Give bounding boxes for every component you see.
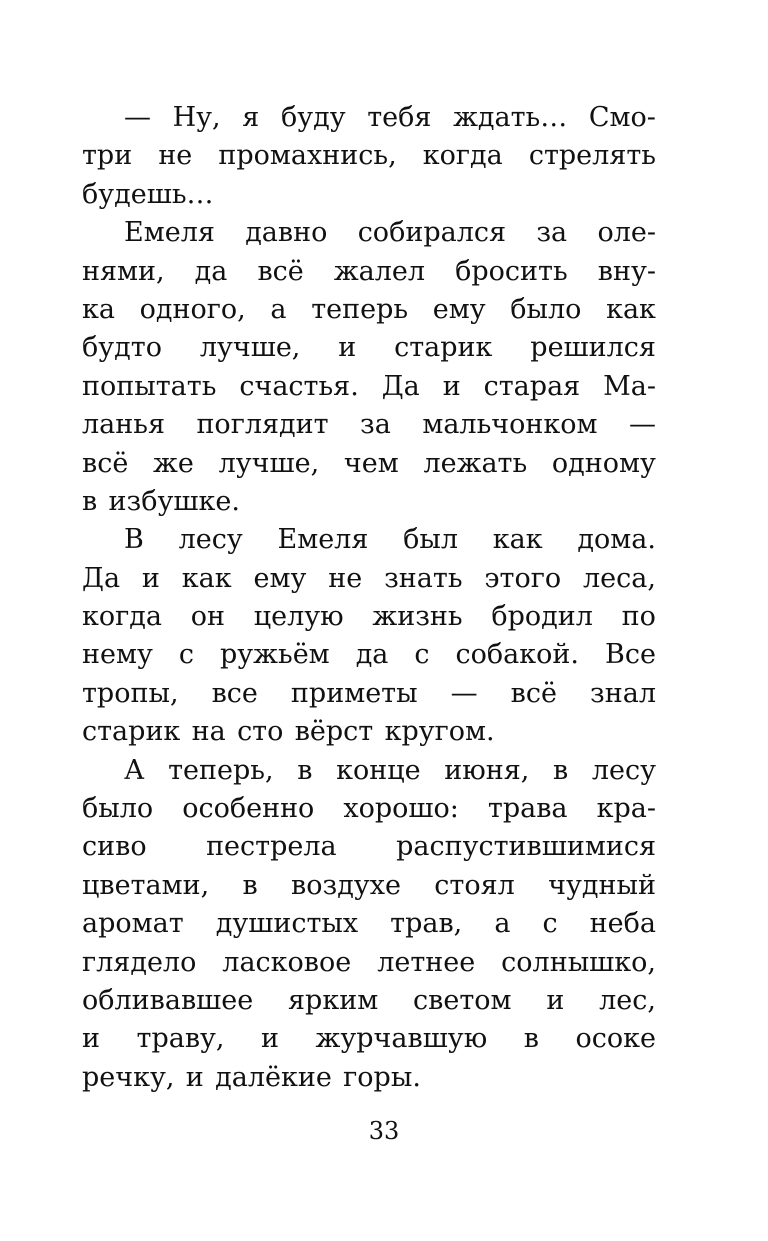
word: траву, — [136, 1023, 225, 1055]
word: лучше, — [218, 447, 320, 479]
word: будто — [82, 332, 162, 364]
word: в — [242, 869, 258, 901]
word: с — [542, 908, 558, 940]
word: а — [494, 908, 511, 940]
word: солнышко, — [501, 946, 656, 978]
word: ружьём — [220, 639, 330, 671]
word: глядело — [82, 946, 197, 978]
word: все — [211, 677, 258, 709]
word: бросить — [455, 255, 568, 287]
paragraph — [82, 521, 656, 751]
word: лучше, — [199, 332, 301, 364]
text-line — [82, 368, 656, 406]
word: с — [178, 639, 194, 671]
word: тропы, — [82, 677, 179, 709]
page-number: 33 — [368, 1117, 400, 1145]
word: же — [153, 447, 194, 479]
text-line — [82, 790, 656, 828]
text-line — [82, 944, 656, 982]
word: неба — [589, 908, 656, 940]
word: вну- — [597, 255, 656, 287]
word: Ма- — [603, 370, 656, 402]
word: журчавшую — [315, 1023, 488, 1055]
word: ярким — [288, 984, 379, 1016]
word: и — [141, 562, 160, 594]
word: теперь, — [168, 754, 274, 786]
word: когда — [422, 140, 503, 172]
word: ка — [82, 293, 115, 325]
word: хорошо: — [343, 793, 459, 825]
word: сиво — [82, 831, 147, 863]
text-line — [82, 560, 656, 598]
word: распустившимися — [396, 831, 656, 863]
word: будешь… — [82, 178, 214, 210]
word: кругом. — [384, 716, 495, 748]
word: старик — [82, 716, 181, 748]
word: на — [191, 716, 226, 748]
word: он — [190, 601, 225, 633]
text-line — [82, 521, 656, 559]
word: собирался — [357, 217, 507, 249]
word: Все — [605, 639, 656, 671]
word: и — [442, 370, 461, 402]
word: стрелять — [528, 140, 656, 172]
word: бродил — [491, 601, 593, 633]
text-line — [82, 445, 656, 483]
word: приметы — [290, 677, 418, 709]
word: стоял — [434, 869, 515, 901]
word: с — [414, 639, 430, 671]
word: по — [621, 601, 656, 633]
word: летнее — [377, 946, 476, 978]
text-line — [82, 867, 656, 905]
word: а — [270, 293, 287, 325]
word: Ну, — [172, 102, 221, 133]
word: ему — [432, 293, 486, 325]
page-text — [82, 99, 656, 1097]
word: одному — [551, 447, 656, 479]
word: нями, — [82, 255, 165, 287]
word: когда — [82, 601, 162, 633]
word: избушке. — [108, 485, 240, 517]
word: было — [82, 793, 154, 825]
word: счастья. — [239, 370, 359, 402]
text-line — [82, 137, 656, 175]
word: цветами, — [82, 869, 210, 901]
word: теперь — [311, 293, 409, 325]
word: я — [242, 102, 260, 133]
word: трава — [487, 793, 568, 825]
paragraph — [82, 214, 656, 521]
word: ланья — [82, 409, 165, 441]
word: кра- — [596, 793, 656, 825]
text-line — [82, 752, 656, 790]
word: этого — [484, 562, 562, 594]
word: А — [124, 754, 145, 786]
word: жизнь — [372, 601, 463, 633]
word: одного, — [139, 293, 246, 325]
text-line — [82, 291, 656, 329]
text-line — [82, 636, 656, 674]
text-line — [82, 713, 656, 751]
word: Емеля — [124, 217, 215, 249]
word: Да — [82, 562, 121, 594]
word: Емеля — [277, 524, 369, 556]
word: давно — [245, 217, 328, 249]
word: осоке — [575, 1023, 656, 1055]
word: и — [546, 984, 565, 1016]
word: всё — [257, 255, 304, 287]
word: сто — [237, 716, 284, 748]
word: особенно — [182, 793, 315, 825]
word: всё — [510, 677, 557, 709]
word: речку, — [82, 1061, 175, 1093]
word: конце — [336, 754, 421, 786]
word: светом — [413, 984, 512, 1016]
word: воздухе — [291, 869, 401, 901]
word: тебя — [367, 102, 432, 133]
word: за — [536, 217, 568, 249]
word: как — [492, 524, 543, 556]
text-line — [82, 176, 656, 214]
word: было — [510, 293, 582, 325]
text-line — [82, 828, 656, 866]
word: как — [606, 293, 656, 325]
paragraph — [82, 99, 656, 214]
word: дома. — [577, 524, 656, 556]
word: в — [82, 485, 98, 517]
word: поглядит — [196, 409, 329, 441]
word: буду — [280, 102, 346, 133]
word: ждать… — [453, 102, 568, 133]
word: промахнись, — [218, 140, 397, 172]
text-line — [82, 1059, 656, 1097]
word: и — [261, 1023, 280, 1055]
text-line — [82, 214, 656, 252]
word: пестрела — [206, 831, 337, 863]
word: не — [328, 562, 363, 594]
word: и — [338, 332, 357, 364]
paragraph — [82, 752, 656, 1098]
word: жалел — [333, 255, 426, 287]
word: три — [82, 140, 133, 172]
word: попытать — [82, 370, 217, 402]
word: целую — [253, 601, 344, 633]
text-line — [82, 1020, 656, 1058]
word: в — [523, 1023, 539, 1055]
word: лес, — [599, 984, 656, 1016]
text-line — [82, 905, 656, 943]
word: мальчонком — [422, 409, 598, 441]
word: июня, — [444, 754, 530, 786]
word: ласковое — [222, 946, 352, 978]
word: чем — [343, 447, 399, 479]
word: как — [181, 562, 232, 594]
word: за — [360, 409, 391, 441]
text-line — [82, 99, 656, 137]
word: леса, — [582, 562, 656, 594]
text-line — [82, 406, 656, 444]
word: старая — [483, 370, 581, 402]
word: Да — [381, 370, 420, 402]
text-line — [82, 483, 656, 521]
text-line — [82, 598, 656, 636]
word: в — [553, 754, 569, 786]
word: далёкие — [215, 1061, 332, 1093]
text-line — [82, 329, 656, 367]
word: трав, — [390, 908, 463, 940]
word: знать — [384, 562, 463, 594]
text-line — [82, 675, 656, 713]
word: не — [158, 140, 193, 172]
word: в — [297, 754, 313, 786]
word: собакой. — [455, 639, 579, 671]
word: решился — [530, 332, 656, 364]
word: ему — [253, 562, 307, 594]
word: обливавшее — [82, 984, 254, 1016]
word: душистых — [215, 908, 359, 940]
word: — — [450, 677, 478, 709]
word: оле- — [597, 217, 656, 249]
word: да — [194, 255, 228, 287]
word: да — [355, 639, 389, 671]
word: и — [82, 1023, 100, 1055]
word: лесу — [591, 754, 656, 786]
word: лежать — [423, 447, 528, 479]
text-line — [82, 253, 656, 291]
word: — — [124, 102, 151, 133]
word: нему — [82, 639, 153, 671]
word: и — [185, 1061, 204, 1093]
word: был — [403, 524, 459, 556]
word: — — [628, 409, 656, 441]
word: знал — [590, 677, 656, 709]
word: старик — [394, 332, 493, 364]
word: аромат — [82, 908, 184, 940]
word: Смо- — [588, 102, 656, 133]
word: В — [124, 524, 144, 556]
word: всё — [82, 447, 129, 479]
word: лесу — [178, 524, 243, 556]
word: горы. — [343, 1061, 421, 1093]
text-line — [82, 982, 656, 1020]
word: вёрст — [294, 716, 374, 748]
word: чудный — [548, 869, 656, 901]
